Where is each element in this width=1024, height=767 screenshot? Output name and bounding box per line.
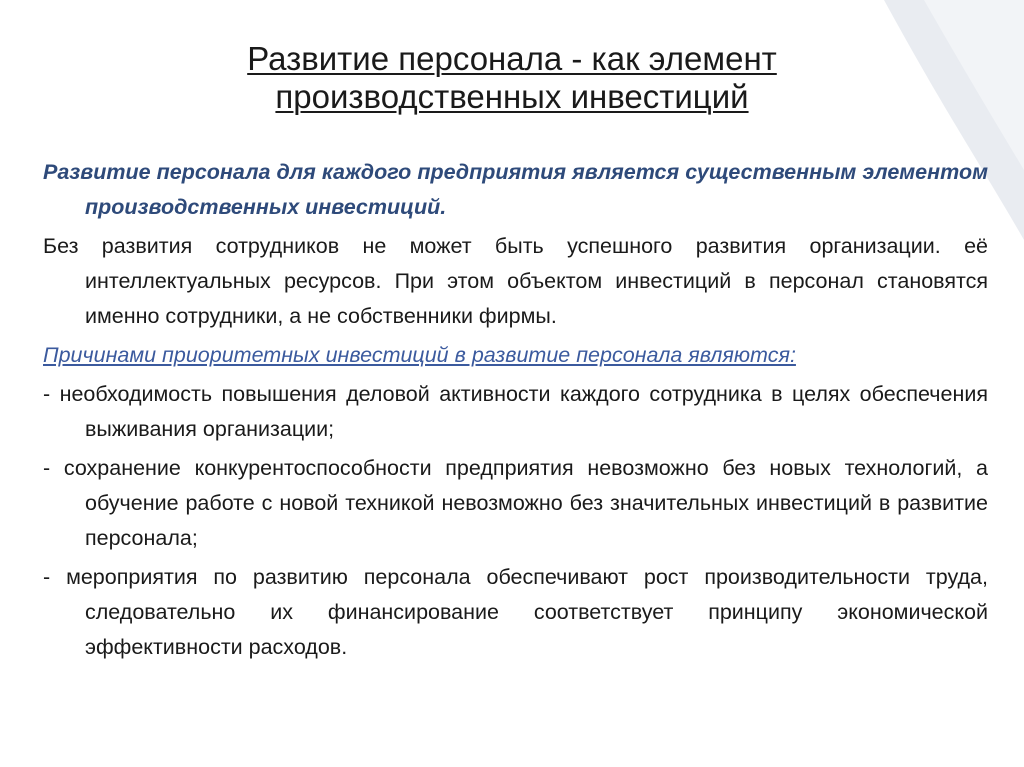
reasons-heading: Причинами приоритетных инвестиций в развитие персонала являются: [43, 343, 796, 367]
reason-item: - необходимость повышения деловой активности каждого сотрудника в целях обеспечения выживания организации; [43, 382, 988, 441]
title-line-1: Развитие персонала - как элемент [247, 40, 777, 77]
title-line-2: производственных инвестиций [275, 78, 749, 115]
reason-item: - сохранение конкурентоспособности предприятия невозможно без новых технологий, а обучение работе с новой техникой невозможно без значительных инвестиций в развитие персонала; [43, 456, 988, 550]
slide-title [100, 40, 924, 116]
lead-paragraph: Развитие персонала для каждого предприятия является существенным элементом производственных инвестиций. [43, 160, 988, 219]
reason-item: - мероприятия по развитию персонала обеспечивают рост производительности труда, следовательно их финансирование соответствует принципу экономической эффективности расходов. [43, 565, 988, 659]
body-paragraph: Без развития сотрудников не может быть успешного развития организации. её интеллектуальных ресурсов. При этом объектом инвестиций в персонал становятся именно сотрудники, а не собственники фирмы. [43, 234, 988, 328]
slide-content [43, 155, 988, 669]
